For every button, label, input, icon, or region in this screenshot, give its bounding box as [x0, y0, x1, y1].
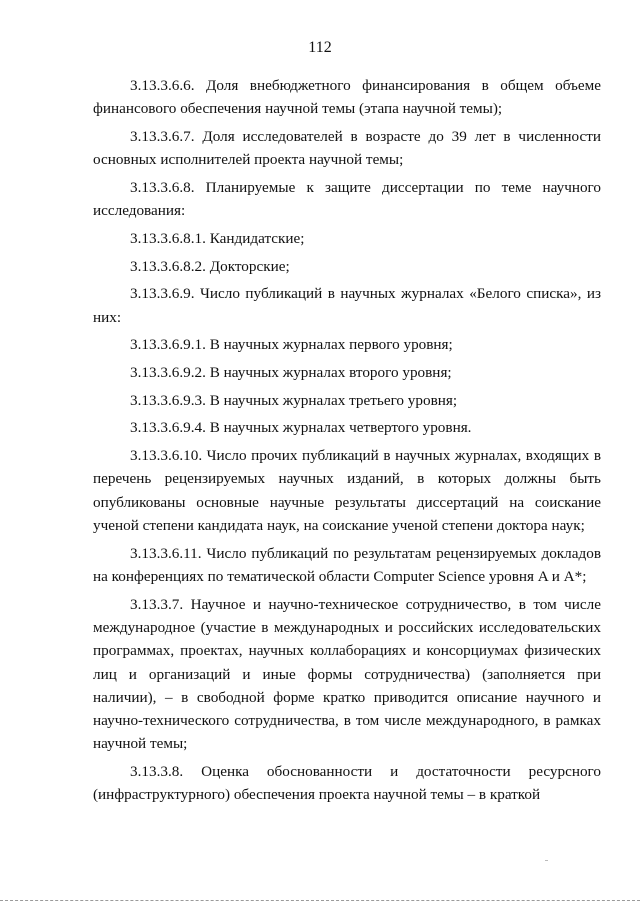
paragraph-3-13-3-6-9-3: 3.13.3.6.9.3. В научных журналах третьего уровня; [130, 391, 458, 409]
page-number: 112 [308, 39, 332, 56]
paragraph-3-13-3-6-6: 3.13.3.6.6. Доля внебюджетного финансирования в общем объеме финансового обеспечения научной темы (этапа научной темы); [93, 77, 601, 118]
paragraph-3-13-3-6-11: 3.13.3.6.11. Число публикаций по результатам рецензируемых докладов на конференциях по тематической области Computer Science уровня A и A*; [93, 544, 601, 585]
paragraph-3-13-3-6-8-1: 3.13.3.6.8.1. Кандидатские; [130, 229, 305, 247]
paragraph-3-13-3-8: 3.13.3.8. Оценка обоснованности и достаточности ресурсного (инфраструктурного) обеспечения проекта научной темы – в краткой [93, 763, 601, 804]
paragraph-3-13-3-6-8-2: 3.13.3.6.8.2. Докторские; [130, 257, 290, 275]
paragraph-3-13-3-7: 3.13.3.7. Научное и научно-техническое сотрудничество, в том числе международное (участие в международных и российских исследовательских программах, проектах, научных коллаборациях и консорциумах физических лиц и организаций и иные формы сотрудничества) (заполняется при наличии), – в свободной форме кратко приводится описание научного и научно-технического сотрудничества, в том числе международного, в рамках научной темы; [93, 595, 601, 753]
paragraph-3-13-3-6-9-1: 3.13.3.6.9.1. В научных журналах первого уровня; [130, 336, 453, 354]
paragraph-3-13-3-6-8: 3.13.3.6.8. Планируемые к защите диссертации по теме научного исследования: [93, 178, 601, 220]
paragraph-3-13-3-6-9-4: 3.13.3.6.9.4. В научных журналах четвертого уровня. [130, 419, 472, 437]
document-body [93, 74, 601, 811]
paragraph-3-13-3-6-9: 3.13.3.6.9. Число публикаций в научных журналах «Белого списка», из них: [93, 285, 601, 326]
paragraph-3-13-3-6-10: 3.13.3.6.10. Число прочих публикаций в научных журналах, входящих в перечень рецензируемых научных изданий, в которых должны быть опубликованы основные научные результаты диссертаций на соискание ученой степени кандидата наук, на соискание ученой степени доктора наук; [93, 447, 601, 534]
scan-bottom-edge [0, 900, 640, 901]
scan-speck [545, 860, 548, 861]
paragraph-3-13-3-6-9-2: 3.13.3.6.9.2. В научных журналах второго уровня; [130, 364, 452, 381]
paragraph-3-13-3-6-7: 3.13.3.6.7. Доля исследователей в возрасте до 39 лет в численности основных исполнителей проекта научной темы; [93, 127, 601, 169]
